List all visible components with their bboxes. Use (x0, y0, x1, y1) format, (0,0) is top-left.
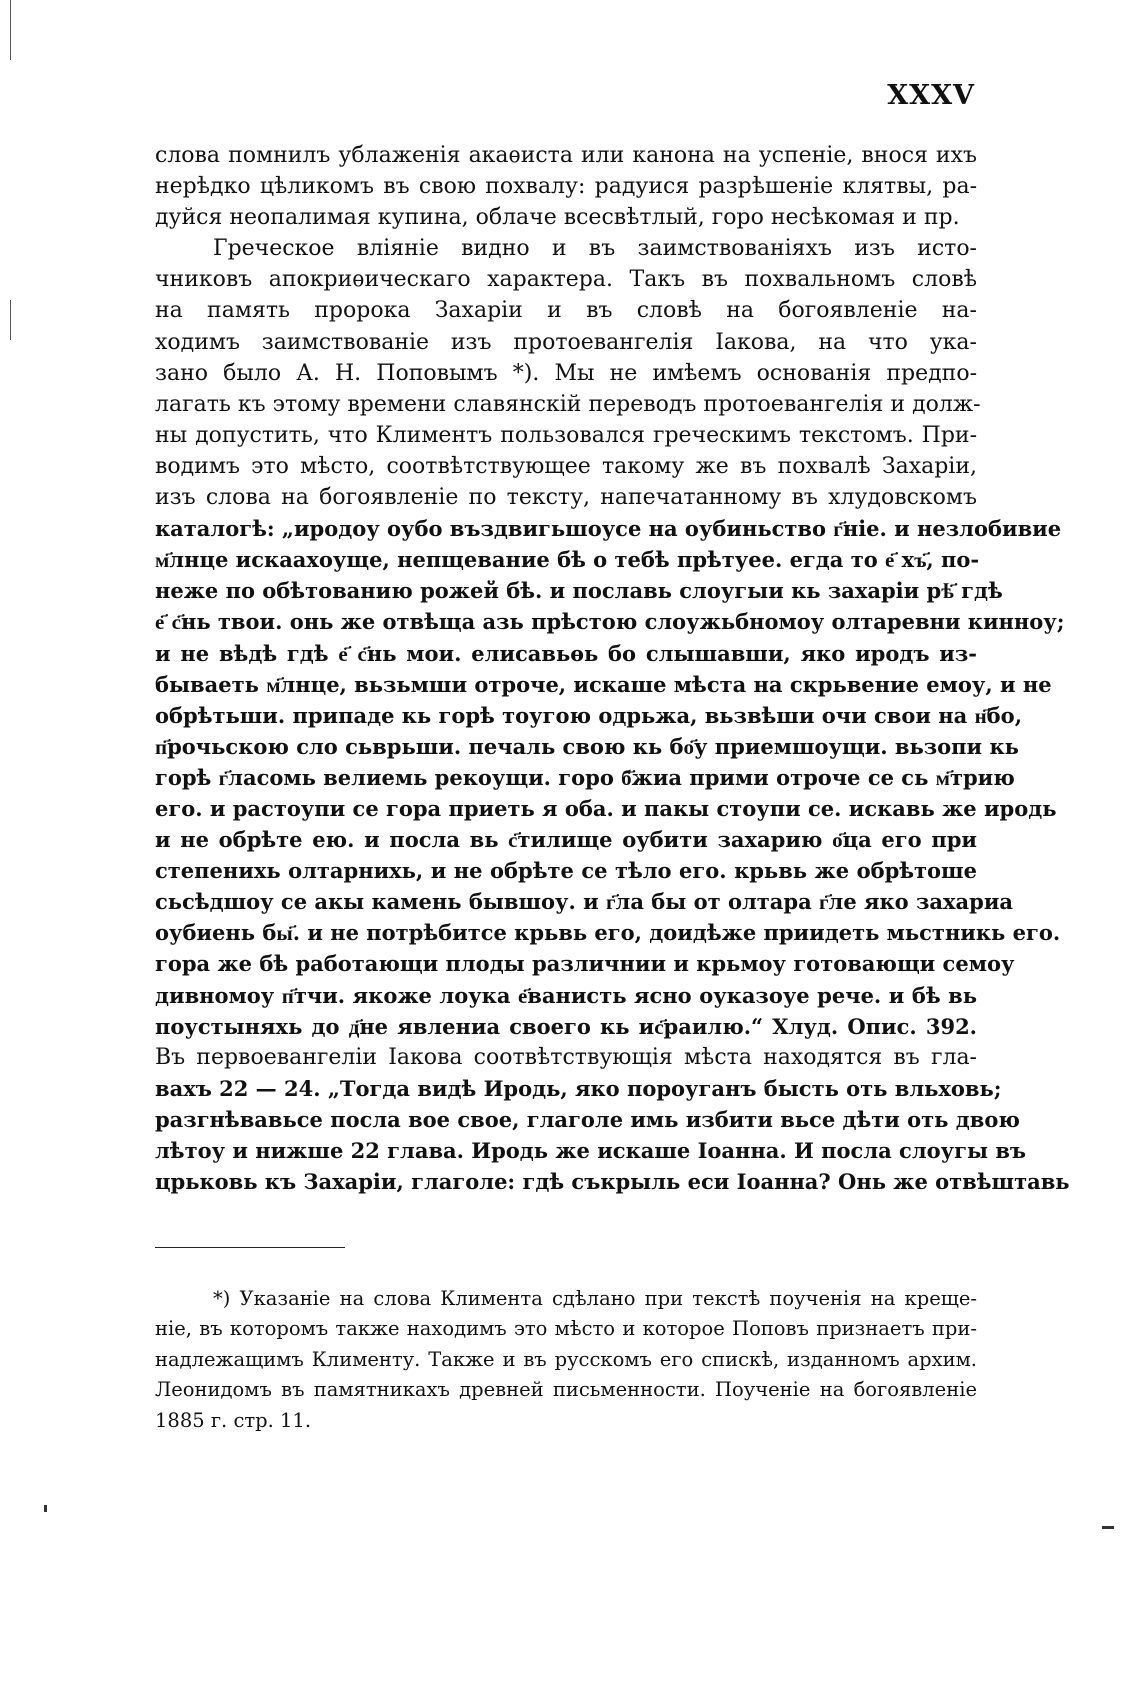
left-margin-mark (10, 0, 11, 60)
page-number: XXXV (887, 80, 975, 111)
text-line: разгнѣвавьсе посла вое свое, глаголе имь избити вьсе дѣти оть двою (155, 1106, 1020, 1132)
text-line: сьсѣдшоу се акы камень бывшоу. и г҃ла бы от олтара г҃ле яко захариа (155, 889, 1014, 915)
footnote-line: 1885 г. стр. 11. (155, 1408, 312, 1432)
text-line: лагать къ этому времени славянскій переводъ протоевангелія и долж- (155, 391, 981, 417)
text-line: гора же бѣ работающи плоды различнии и крьмоу готовающи семоу (155, 951, 1015, 977)
main-text (155, 140, 1070, 1197)
text-line: чниковъ апокриѳическаго характера. Такъ въ похвальномъ словѣ (155, 267, 977, 293)
text-line: лѣтоу и нижше 22 глава. Иродь же искаше Іоанна. И посла слоугы въ (155, 1138, 1027, 1163)
text-line: зано было А. Н. Поповымъ *). Мы не имѣемъ основанія предпо- (155, 360, 977, 386)
text-line: каталогѣ: „иродоу оубо въздвигьшоусе на оубиньство г҃ніе. и незлобивие (155, 516, 1062, 542)
text-line: слова помнилъ ублаженія акаѳиста или канона на успеніе, внося ихъ (155, 143, 977, 168)
text-line: и не вѣдѣ гдѣ е҃ с҃нь мои. елисавьѳь бо слышавши, яко иродъ из- (155, 640, 977, 666)
footnote-line: надлежащимъ Клименту. Также и въ русскомъ его спискѣ, изданномъ архим. (155, 1347, 977, 1371)
text-line: п҃рочьскою сло сьврьши. печаль свою кь бо҃у приемшоущи. вьзопи кь (155, 733, 1019, 759)
text-line: на память пророка Захаріи и въ словѣ на богоявленіе на- (155, 298, 977, 324)
text-line: степенихь олтарнихь, и не обрѣте се тѣло его. крьвь же обрѣтоше (155, 858, 977, 884)
text-line: ходимъ заимствованіе изъ протоевангелія Іакова, на что ука- (155, 329, 977, 355)
text-line: водимъ это мѣсто, соотвѣтствующее такому же въ похвалѣ Захаріи, (155, 453, 977, 479)
text-line: бываеть м҃лнце, вьзьмши отроче, искаше мѣста на скрьвение емоу, и не (155, 671, 1052, 697)
text-line: обрѣтьши. припаде кь горѣ тоугою одрьжа, вьзвѣши очи свои на н҃бо, (155, 702, 1022, 728)
left-margin-mark-lower (10, 300, 11, 340)
text-line: ны допустить, что Климентъ пользовался греческимъ текстомъ. При- (155, 422, 977, 448)
text-line: вахъ 22 — 24. „Тогда видѣ Иродь, яко пороуганъ бысть оть вльховь; (155, 1075, 1002, 1101)
text-line: м҃лнце искаахоуще, непщевание бѣ о тебѣ прѣтуее. егда то е҃ хъ҃, по- (155, 547, 980, 573)
footnote-line: Леонидомъ въ памятникахъ древней письменности. Поученіе на богоявленіе (155, 1378, 977, 1402)
text-line: горѣ г҃ласомь велиемь рекоущи. горо б҃жиа прими отроче се сь м҃трию (155, 764, 1015, 790)
footnote-separator (155, 1247, 345, 1248)
text-line: е҃ с҃нь твои. онь же отвѣща азь прѣстою слоужьбномоу олтаревни кинноу; (155, 609, 1065, 635)
print-speck (44, 1505, 47, 1512)
text-line: его. и растоупи се гора приеть я оба. и пакы стоупи се. искавь же иродь (155, 795, 1057, 821)
text-line: изъ слова на богоявленіе по тексту, напечатанному въ хлудовскомъ (155, 485, 977, 511)
text-line: нерѣдко цѣликомъ въ свою похвалу: радуися разрѣшеніе клятвы, ра- (155, 174, 977, 200)
text-line: црьковь къ Захаріи, глаголе: гдѣ съкрыль еси Іоанна? Онь же отвѣштавь (155, 1169, 1070, 1195)
text-line: Греческое вліяніе видно и въ заимствованіяхъ изъ исто- (213, 236, 977, 262)
text-line: и не обрѣте ею. и посла вь с҃тилище оубити захарию о҃ца его при (155, 827, 977, 853)
text-line: дуйся неопалимая купина, облаче всесвѣтлый, горо несѣкомая и пр. (155, 205, 960, 231)
footnote-line: *) Указаніе на слова Климента сдѣлано при текстѣ поученія на креще- (213, 1287, 977, 1310)
text-line: неже по обѣтованию рожей бѣ. и пославь слоугыи кь захаріи рѣ҃ гдѣ (155, 578, 1003, 604)
text-line: поустыняхь до д҃не явлениа своего кь ис҃раилю.“ Хлуд. Опис. 392. (155, 1013, 977, 1039)
footnote-line: ніе, въ которомъ также находимъ это мѣсто и которое Поповъ признаетъ при- (155, 1317, 977, 1341)
footnote (155, 1284, 977, 1436)
print-speck-right (1102, 1526, 1114, 1529)
text-line: оубиень бы҃. и не потрѣбитсе крьвь его, доидѣже приидеть мьстникь его. (155, 920, 1061, 946)
text-line: дивномоу п҃тчи. якоже лоука е҃ванисть ясно оуказоуе рече. и бѣ вь (155, 982, 977, 1008)
text-line: Въ первоевангеліи Іакова соотвѣтствующія мѣста находятся въ гла- (155, 1044, 977, 1070)
